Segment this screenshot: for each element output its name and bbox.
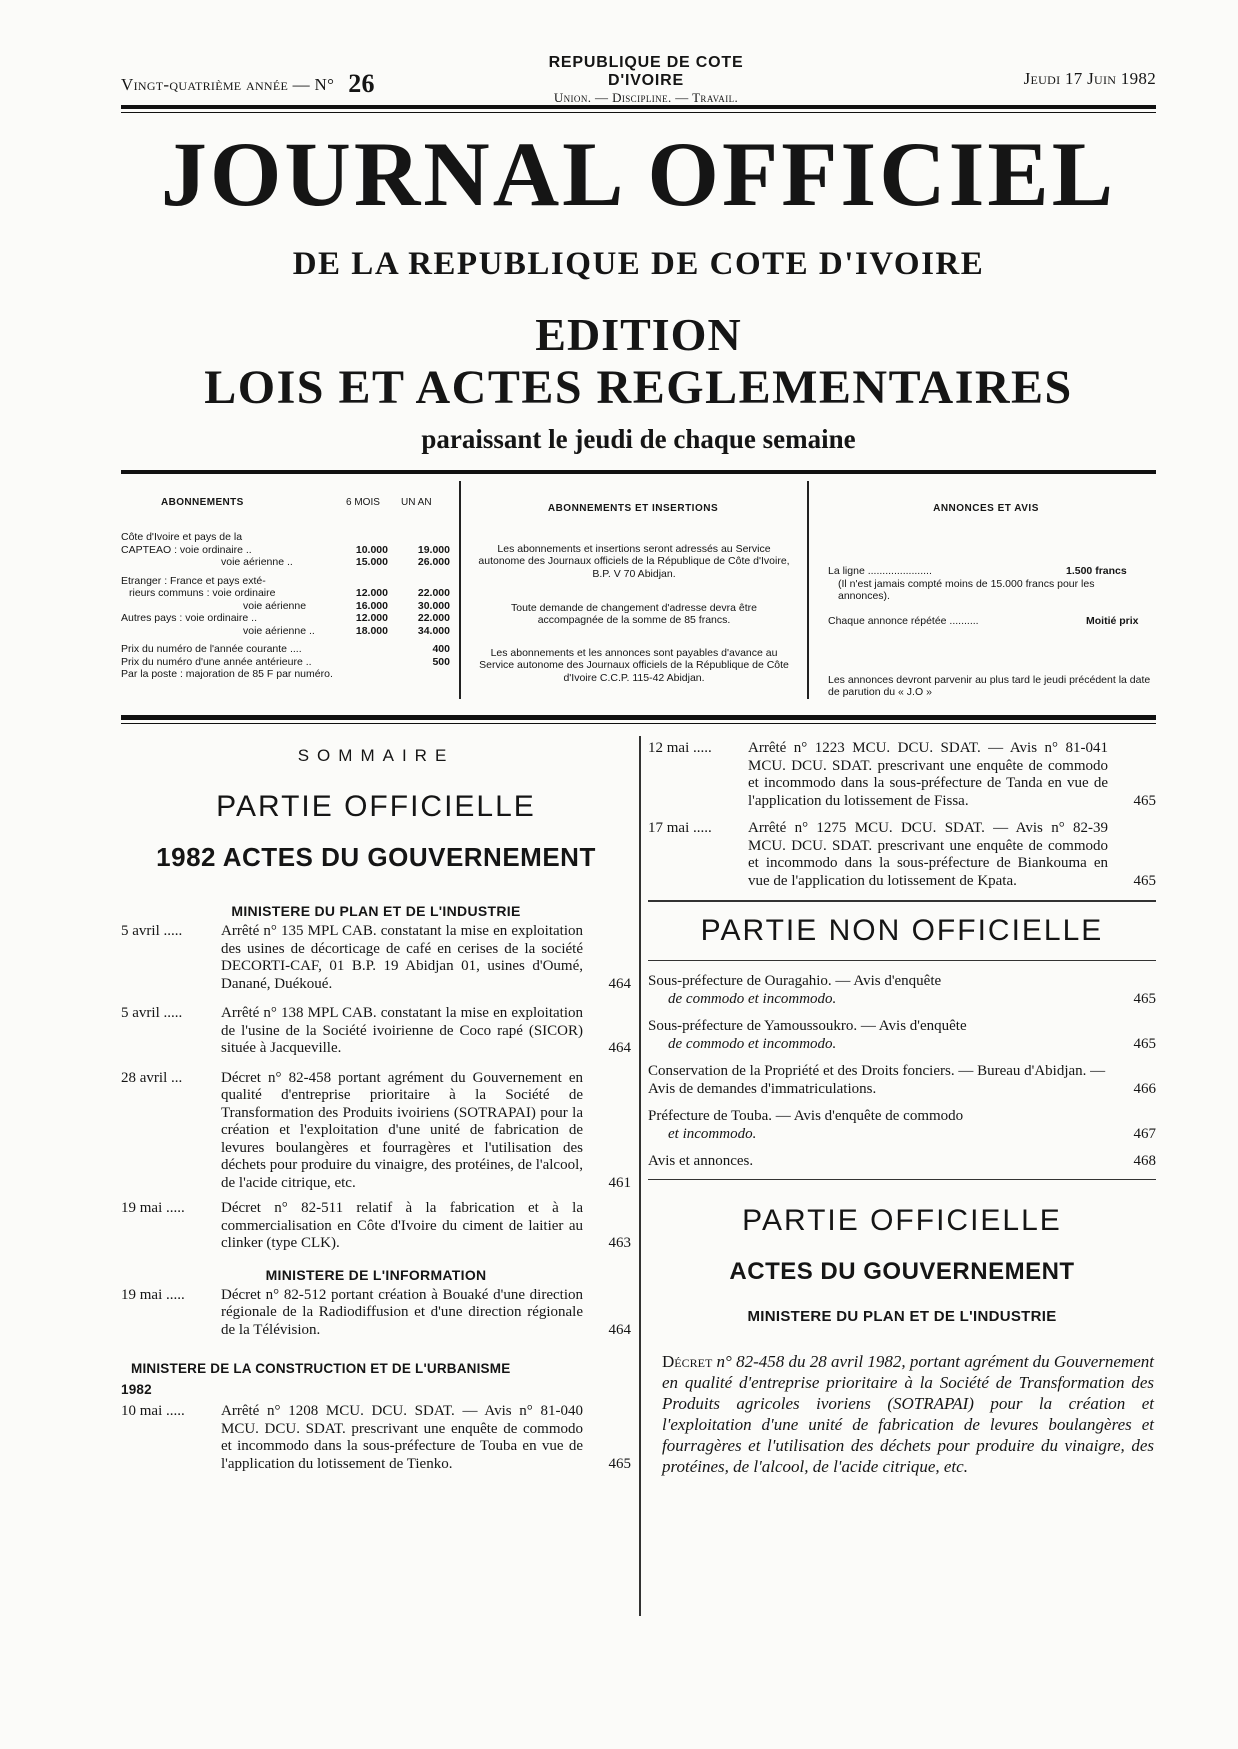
announcements-title: ANNONCES ET AVIS [933, 503, 1039, 514]
subscription-row: rieurs communs : voie ordinaire 12.000 22.000 [129, 587, 450, 599]
subscription-row: voie aérienne .. 15.000 26.000 [221, 556, 450, 568]
nonofficial-entry: Sous-préfecture de Ouragahio. — Avis d'enquête de commodo et incommodo. 465 [648, 973, 1156, 1007]
issue-date: Jeudi 17 Juin 1982 [1023, 69, 1156, 88]
line-price-row [828, 565, 1152, 577]
subscription-row: Côte d'Ivoire et pays de la [121, 531, 243, 543]
section-divider [648, 960, 1156, 962]
masthead-subtitle: DE LA REPUBLIQUE DE COTE D'IVOIRE [292, 246, 985, 282]
masthead-frequency: paraissant le jeudi de chaque semaine [421, 424, 856, 454]
info-band [121, 475, 1156, 707]
band-divider [459, 481, 461, 699]
insertions-text-1: Les abonnements et insertions seront adressés au Service autonome des Journaux officiels de la République de Côte d'Ivoire, B.P. V 70 Abidjan. [478, 543, 790, 580]
section-divider [648, 900, 1156, 902]
republic-motto: Union. — Discipline. — Travail. [553, 90, 739, 105]
announcements-box [816, 475, 1156, 707]
nonofficial-entry: Sous-préfecture de Yamoussoukro. — Avis d'enquête de commodo et incommodo. 465 [648, 1018, 1156, 1052]
deadline-note: Les annonces devront parvenir au plus tard le jeudi précédent la date de parution du « J.O » [828, 674, 1151, 699]
decree-title [648, 1351, 1156, 1477]
section-divider [648, 1179, 1156, 1181]
masthead-edition: EDITION [535, 309, 742, 360]
republic-block [511, 54, 781, 106]
band-divider [807, 481, 809, 699]
masthead-title: JOURNAL OFFICIEL [160, 123, 1117, 225]
insertions-box [466, 475, 800, 707]
summary-part-official: PARTIE OFFICIELLE [216, 790, 536, 823]
subscriptions-title: ABONNEMENTS [161, 497, 244, 508]
band-bottom-rule [121, 715, 1156, 720]
summary-acts-heading: 1982 ACTES DU GOUVERNEMENT [156, 842, 596, 872]
summary-right-column [648, 740, 1156, 1477]
subscription-row: CAPTEAO : voie ordinaire .. 10.000 19.000 [121, 543, 450, 556]
header-rule [121, 105, 1156, 109]
summary-entry: 5 avril ..... Arrêté n° 138 MPL CAB. constatant la mise en exploitation de l'usine de la Société ivoirienne de Coco rapé (SICOR) située à Jacqueville. 464 [121, 1005, 631, 1056]
official-ministry-heading: MINISTERE DU PLAN ET DE L'INDUSTRIE [747, 1308, 1057, 1325]
subscription-row: Etranger : France et pays exté- [121, 574, 266, 587]
summary-title: SOMMAIRE [297, 746, 455, 765]
summary-left-column [121, 740, 631, 1473]
masthead-edition-name: LOIS ET ACTES REGLEMENTAIRES [204, 361, 1073, 414]
entries-plan [121, 923, 631, 1253]
repeat-price-row [828, 615, 1152, 627]
subscription-row: voie aérienne .. 18.000 34.000 [243, 624, 450, 637]
subscriptions-box [121, 475, 454, 707]
republic-name: REPUBLIQUE DE COTE D'IVOIRE [548, 54, 744, 89]
price-row: Prix du numéro de l'année courante .... 400 [121, 643, 450, 655]
line-label: La ligne ...................... [828, 565, 932, 577]
top-line [121, 54, 1156, 105]
summary-entry: 28 avril ... Décret n° 82-458 portant agrément du Gouvernement en qualité d'entreprise prioritaire à la Société de Transformation des Produits ivoiriens (SOTRAPAI) pour la création et l'exploitation d'une unité de fabrication de levures boulangères et fourragères et l'utilisation des déchets pour produire du vinaigre, des protéines, de l'alcool, de l'acide citrique, etc. 461 [121, 1069, 631, 1191]
ministry-info-heading: MINISTERE DE L'INFORMATION [265, 1266, 487, 1283]
repeat-price: Moitié prix [1086, 615, 1139, 627]
issue-number: 26 [348, 69, 375, 98]
col-1-year: UN AN [401, 497, 432, 508]
summary-entry: 10 mai ..... Arrêté n° 1208 MCU. DCU. SDAT. — Avis n° 81-040 MCU. DCU. SDAT. prescrivant une enquête de commodo et incommodo dans la sous-préfecture de Touba en vue de l'application du lotissement de Tienko. 465 [121, 1403, 631, 1472]
official-acts-heading: ACTES DU GOUVERNEMENT [729, 1258, 1075, 1285]
price-row: Par la poste : majoration de 85 F par numéro. [121, 668, 333, 680]
subscription-row: Autres pays : voie ordinaire .. 12.000 22.000 [121, 612, 450, 624]
summary-entry: 17 mai ..... Arrêté n° 1275 MCU. DCU. SDAT. — Avis n° 82-39 MCU. DCU. SDAT. prescrivant une enquête de commodo et incommodo dans la sous-préfecture de Biankouma en vue de l'application du lotissement de Kpata. 465 [648, 820, 1156, 889]
ministry-construction-heading: MINISTERE DE LA CONSTRUCTION ET DE L'URBANISME [131, 1361, 511, 1376]
nonofficial-entry: Conservation de la Propriété et des Droits fonciers. — Bureau d'Abidjan. — Avis de demandes d'immatriculations. 466 [648, 1063, 1156, 1097]
decree-text: n° 82-458 du 28 avril 1982, portant agrément du Gouvernement en qualité d'entreprise prioritaire à la Société de Transformation des Produits agricoles ivoriens (SOTRAPAI) pour la création et l'exploitation d'une unité de fabrication de levures boulangères et fourragères et l'utilisation des déchets pour produire du vinaigre, des protéines, de l'alcool, de l'acide citrique, etc. [662, 1352, 1154, 1476]
ministry-construction-year: 1982 [121, 1382, 152, 1397]
summary-part-nonofficial: PARTIE NON OFFICIELLE [700, 913, 1104, 947]
summary-entry: 12 mai ..... Arrêté n° 1223 MCU. DCU. SDAT. — Avis n° 81-041 MCU. DCU. SDAT. prescrivant une enquête de commodo et incommodo dans la sous-préfecture de Tanda en vue de l'application du lotissement de Fissa. 465 [648, 740, 1156, 809]
subscription-row: voie aérienne 16.000 30.000 [243, 599, 450, 612]
summary-entry: 19 mai ..... Décret n° 82-511 relatif à la fabrication et à la commercialisation en Côte d'Ivoire du ciment de laitier au clinker (type CLK). 463 [121, 1200, 631, 1251]
band-bottom-rule-thin [121, 723, 1156, 724]
repeat-label: Chaque annonce répétée .......... [828, 615, 979, 627]
summary-entry: 5 avril ..... Arrêté n° 135 MPL CAB. constatant la mise en exploitation des usines de décorticage de café en cerises de la société DECORTI-CAF, 01 B.P. 19 Abidjan 01, usines d'Oumé, Danané, Duékoué. 464 [121, 923, 631, 992]
col-6-months: 6 MOIS [346, 497, 380, 508]
year-label: Vingt-quatrième année — N° [121, 75, 335, 94]
insertions-title: ABONNEMENTS ET INSERTIONS [547, 503, 719, 514]
year-issue [121, 69, 375, 99]
line-price: 1.500 francs [1066, 565, 1127, 577]
decree-lead: Décret [662, 1352, 713, 1371]
nonofficial-entry: Préfecture de Touba. — Avis d'enquête de commodo et incommodo. 467 [648, 1108, 1156, 1142]
insertions-text-3: Les abonnements et les annonces sont payables d'avance au Service autonome des Journaux officiels de la République de Côte d'Ivoire C.C.P. 115-42 Abidjan. [479, 647, 789, 684]
price-row: Prix du numéro d'une année antérieure .. 500 [121, 655, 450, 668]
official-part-heading: PARTIE OFFICIELLE [742, 1204, 1062, 1237]
header-rule-thin [121, 112, 1156, 113]
nonofficial-entry: Avis et annonces. 468 [648, 1153, 1156, 1169]
subscription-rows [121, 531, 454, 681]
summary-entry: 19 mai ..... Décret n° 82-512 portant création à Bouaké d'une direction régionale de la Radiodiffusion et d'une direction régionale de la Télévision. 464 [121, 1286, 631, 1338]
ministry-plan-heading: MINISTERE DU PLAN ET DE L'INDUSTRIE [231, 903, 521, 919]
column-divider [639, 736, 641, 1616]
band-top-rule [121, 470, 1156, 474]
insertions-text-2: Toute demande de changement d'adresse devra être accompagnée de la somme de 85 francs. [510, 602, 757, 627]
line-note: (Il n'est jamais compté moins de 15.000 francs pour les annonces). [838, 578, 1095, 603]
